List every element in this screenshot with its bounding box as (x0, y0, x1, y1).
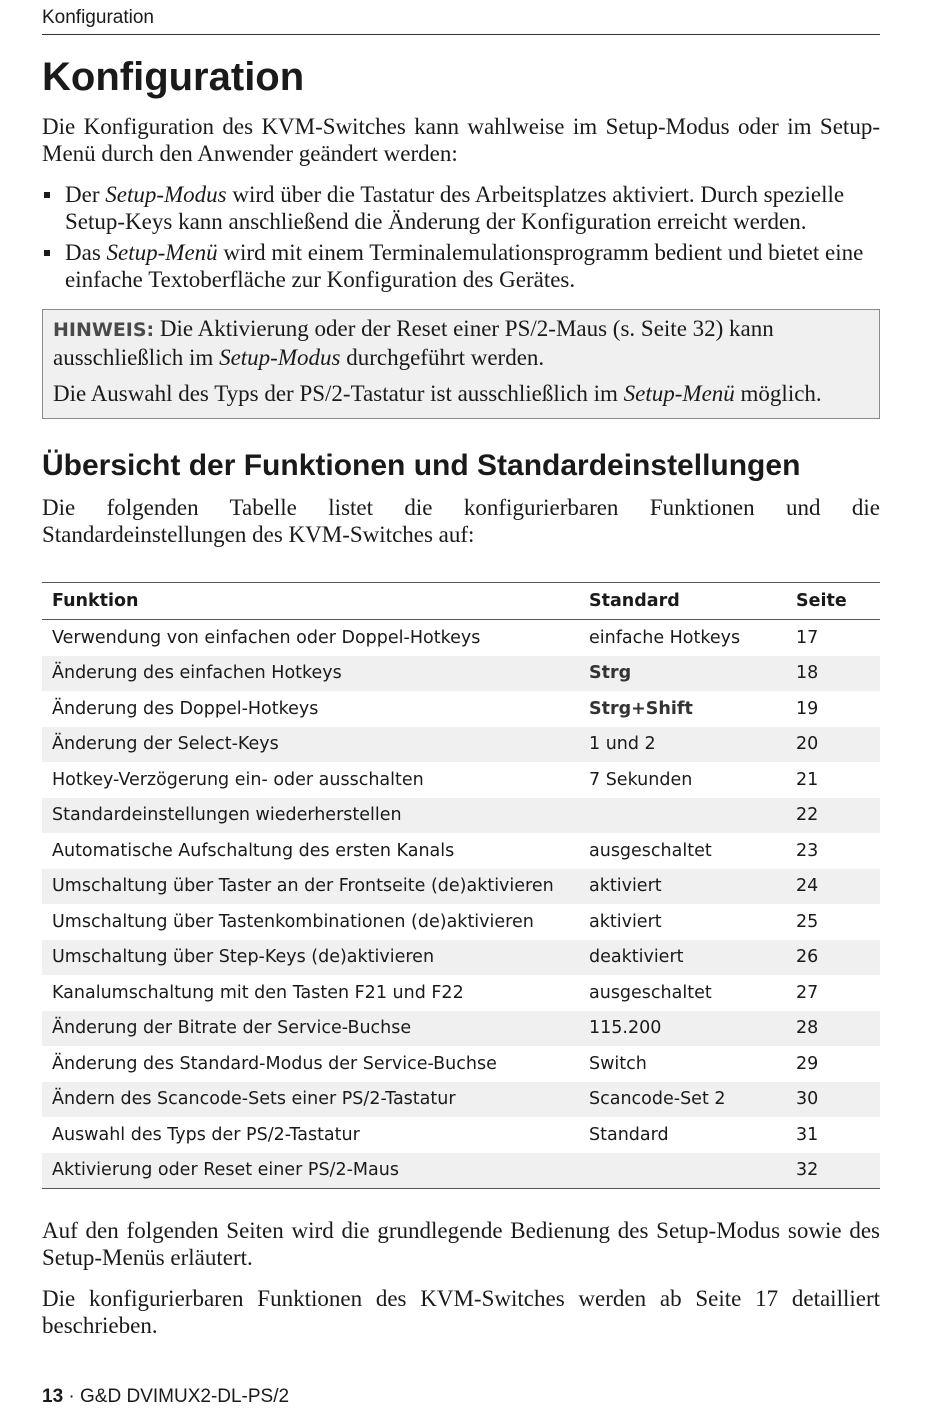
cell-page: 28 (786, 1011, 880, 1047)
table-row (42, 975, 880, 1011)
cell-page: 23 (796, 840, 819, 861)
cell-page: 18 (786, 656, 880, 692)
cell-function: Änderung des einfachen Hotkeys (42, 656, 579, 692)
cell-default (579, 798, 786, 834)
cell-default: ausgeschaltet (589, 982, 712, 1003)
column-header-function: Funktion (42, 583, 579, 620)
note-box (42, 309, 880, 419)
cell-default: Standard (589, 1124, 669, 1145)
footer-product: G&D DVIMUX2-DL-PS/2 (80, 1386, 290, 1407)
cell-page: 20 (786, 727, 880, 763)
cell-page: 22 (786, 798, 880, 834)
cell-function: Änderung des Doppel-Hotkeys (52, 698, 319, 719)
closing-paragraph-2: Die konfigurierbaren Funktionen des KVM-Switches werden ab Seite 17 detailliert beschrieben. (42, 1286, 880, 1338)
column-header-page: Seite (786, 583, 880, 620)
table-row (42, 1082, 880, 1118)
document-page (42, 0, 880, 1339)
functions-table (42, 582, 880, 1189)
cell-page: 21 (796, 769, 819, 790)
cell-default: Strg (579, 656, 786, 692)
cell-page: 24 (786, 869, 880, 905)
bullet-item-setup-menu: Das Setup-Menü wird mit einem Terminalemulationsprogramm bedient und bietet eine einfache Textoberfläche zur Konfiguration des Gerätes. (42, 239, 880, 293)
cell-function: Verwendung von einfachen oder Doppel-Hotkeys (52, 627, 481, 648)
footer-separator: · (63, 1386, 81, 1407)
cell-function: Umschaltung über Taster an der Frontseite (de)aktivieren (42, 869, 579, 905)
cell-default: 7 Sekunden (589, 769, 693, 790)
cell-function: Änderung der Bitrate der Service-Buchse (42, 1011, 579, 1047)
cell-function: Kanalumschaltung mit den Tasten F21 und F22 (52, 982, 464, 1003)
running-head: Konfiguration (42, 0, 880, 35)
cell-default: 115.200 (579, 1011, 786, 1047)
section-title: Übersicht der Funktionen und Standardeinstellungen (42, 449, 801, 482)
cell-page: 30 (786, 1082, 880, 1118)
cell-function: Umschaltung über Tastenkombinationen (de)aktivieren (52, 911, 534, 932)
term-setup-menu: Setup-Menü (106, 240, 218, 265)
cell-default (579, 1153, 786, 1189)
note-label: HINWEIS: (53, 319, 155, 341)
intro-paragraph: Die Konfiguration des KVM-Switches kann wahlweise im Setup-Modus oder im Setup-Menü durch den Anwender geändert werden: (42, 114, 880, 166)
cell-function: Automatische Aufschaltung des ersten Kanals (52, 840, 455, 861)
note-paragraph-1: HINWEIS: Die Aktivierung oder der Reset einer PS/2-Maus (s. Seite 32) kann ausschließlich im Setup-Modus durchgeführt werden. (53, 316, 774, 370)
table-row (42, 833, 880, 869)
cell-function: Ändern des Scancode-Sets einer PS/2-Tastatur (42, 1082, 579, 1118)
table-row (42, 691, 880, 727)
column-header-default: Standard (579, 583, 786, 620)
cell-function: Änderung des Standard-Modus der Service-Buchse (52, 1053, 497, 1074)
closing-paragraph-1: Auf den folgenden Seiten wird die grundlegende Bedienung des Setup-Modus sowie des Setup-Menüs erläutert. (42, 1218, 880, 1270)
table-row (42, 1011, 880, 1047)
bullet-item-setup-mode: Der Setup-Modus wird über die Tastatur des Arbeitsplatzes aktiviert. Durch spezielle Setup-Keys kann anschließend die Änderung der Konfiguration erreicht werden. (42, 181, 880, 235)
table-row (42, 727, 880, 763)
footer-page-number: 13 (42, 1386, 64, 1407)
cell-function: Hotkey-Verzögerung ein- oder ausschalten (52, 769, 424, 790)
cell-default: aktiviert (579, 869, 786, 905)
table-row (42, 762, 880, 798)
cell-default: 1 und 2 (579, 727, 786, 763)
cell-page: 31 (796, 1124, 819, 1145)
cell-default: Scancode-Set 2 (579, 1082, 786, 1118)
bullet-square-icon (44, 192, 50, 198)
table-header-row (42, 583, 880, 620)
cell-function: Änderung der Select-Keys (42, 727, 579, 763)
cell-default: deaktiviert (579, 940, 786, 976)
section-intro-paragraph: Die folgenden Tabelle listet die konfigurierbaren Funktionen und die Standardeinstellungen des KVM-Switches auf: (42, 495, 880, 547)
term-setup-mode: Setup-Modus (105, 182, 227, 207)
cell-page: 32 (786, 1153, 880, 1189)
note-paragraph-2: Die Auswahl des Typs der PS/2-Tastatur ist ausschließlich im Setup-Menü möglich. (53, 381, 822, 406)
page-title: Konfiguration (42, 55, 305, 99)
table-row (42, 940, 880, 976)
cell-default: Strg+Shift (589, 698, 693, 719)
bullet-square-icon (44, 250, 50, 256)
page-footer (42, 1386, 289, 1408)
table-row (42, 1046, 880, 1082)
table-row (42, 798, 880, 834)
cell-default: aktiviert (589, 911, 662, 932)
table-row (42, 904, 880, 940)
cell-default: einfache Hotkeys (589, 627, 741, 648)
cell-page: 25 (796, 911, 819, 932)
table-row (42, 869, 880, 905)
cell-function: Umschaltung über Step-Keys (de)aktivieren (42, 940, 579, 976)
closing-text (42, 1217, 880, 1339)
table-row (42, 656, 880, 692)
cell-default: Switch (589, 1053, 647, 1074)
cell-function: Standardeinstellungen wiederherstellen (42, 798, 579, 834)
cell-function: Aktivierung oder Reset einer PS/2-Maus (42, 1153, 579, 1189)
table-row (42, 1153, 880, 1189)
cell-function: Auswahl des Typs der PS/2-Tastatur (52, 1124, 360, 1145)
cell-page: 27 (796, 982, 819, 1003)
cell-page: 26 (786, 940, 880, 976)
cell-page: 17 (796, 627, 819, 648)
cell-page: 19 (796, 698, 819, 719)
cell-default: ausgeschaltet (589, 840, 712, 861)
table-row (42, 1117, 880, 1153)
bullet-list (42, 181, 880, 293)
cell-page: 29 (796, 1053, 819, 1074)
table-row (42, 620, 880, 656)
